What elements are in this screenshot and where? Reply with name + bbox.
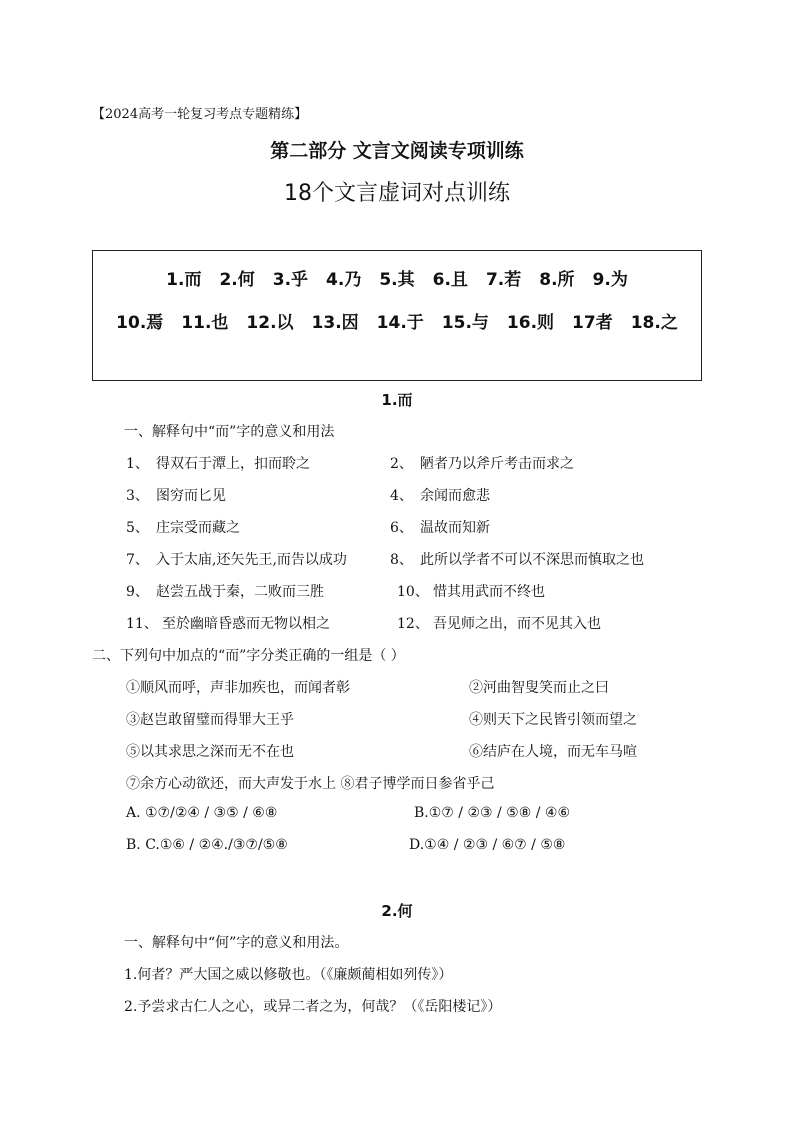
sentence: ⑤以其求思之深而无不在也 bbox=[126, 744, 294, 760]
list-item: 7、 入于太庙,还矢先王,而告以成功 bbox=[126, 552, 347, 568]
option-c: B. C.①⑥ / ②④./③⑦/⑤⑧ bbox=[126, 837, 288, 853]
sentence: ②河曲智叟笑而止之曰 bbox=[469, 680, 609, 696]
list-item: 1、 得双石于潭上，扣而聆之 bbox=[126, 456, 310, 472]
list-item: 2、 陋者乃以斧斤考击而求之 bbox=[390, 456, 574, 472]
question-heading: 二、下列句中加点的“而”字分类正确的一组是（ ） bbox=[92, 648, 405, 664]
option-d: D.①④ / ②③ / ⑥⑦ / ⑤⑧ bbox=[409, 837, 566, 853]
page-subtitle: 18个文言虚词对点训练 bbox=[284, 181, 510, 206]
list-item: 12、 吾见师之出，而不见其入也 bbox=[397, 616, 601, 632]
index-item: 1.而 bbox=[166, 270, 202, 290]
sentence: ④则天下之民皆引领而望之 bbox=[469, 712, 637, 728]
list-item: 9、 赵尝五战于秦，二败而三胜 bbox=[126, 584, 324, 600]
index-item: 8.所 bbox=[539, 270, 575, 290]
index-item: 18.之 bbox=[630, 313, 678, 333]
sentence: ①顺风而呼，声非加疾也，而闻者彰 bbox=[126, 680, 350, 696]
index-box bbox=[92, 250, 702, 381]
index-item: 11.也 bbox=[181, 313, 229, 333]
index-item: 16.则 bbox=[506, 313, 555, 333]
part-title: 第二部分 文言文阅读专项训练 bbox=[270, 140, 524, 162]
list-item: 8、 此所以学者不可以不深思而慎取之也 bbox=[390, 552, 644, 568]
list-item: 2.予尝求古仁人之心，或异二者之为，何哉？（《岳阳楼记》） bbox=[124, 999, 502, 1015]
index-row-2 bbox=[93, 308, 701, 333]
list-item: 10、 惜其用武而不终也 bbox=[397, 584, 545, 600]
index-item: 9.为 bbox=[592, 270, 628, 290]
list-item: 5、 庄宗受而藏之 bbox=[126, 520, 240, 536]
list-item: 11、 至於幽暗昏惑而无物以相之 bbox=[126, 616, 330, 632]
option-a: A. ①⑦/②④ / ③⑤ / ⑥⑧ bbox=[126, 805, 278, 821]
list-item: 6、 温故而知新 bbox=[390, 520, 490, 536]
sentence: ③赵岂敢留璧而得罪大王乎 bbox=[126, 712, 294, 728]
index-item: 17者 bbox=[572, 313, 613, 333]
index-item: 5.其 bbox=[379, 270, 415, 290]
index-item: 12.以 bbox=[246, 313, 294, 333]
index-row-1 bbox=[93, 265, 701, 290]
index-item: 6.且 bbox=[432, 270, 468, 290]
index-item: 13.因 bbox=[311, 313, 359, 333]
header-tag: 【2024高考一轮复习考点专题精练】 bbox=[92, 107, 308, 122]
index-item: 7.若 bbox=[485, 270, 522, 290]
option-b: B.①⑦ / ②③ / ⑤⑧ / ④⑥ bbox=[414, 805, 570, 821]
index-item: 2.何 bbox=[219, 270, 255, 290]
question-heading: 一、解释句中“何”字的意义和用法。 bbox=[124, 935, 349, 951]
index-item: 15.与 bbox=[441, 313, 489, 333]
question-heading: 一、解释句中“而”字的意义和用法 bbox=[124, 424, 335, 440]
sentence: ⑥结庐在人境，而无车马喧 bbox=[469, 744, 637, 760]
section-title: 1.而 bbox=[381, 391, 413, 409]
index-item: 10.焉 bbox=[116, 313, 164, 333]
index-item: 14.于 bbox=[376, 313, 424, 333]
index-item: 3.乎 bbox=[272, 270, 309, 290]
list-item: 3、 图穷而匕见 bbox=[126, 488, 226, 504]
list-item: 4、 余闻而愈悲 bbox=[390, 488, 490, 504]
section-title: 2.何 bbox=[381, 902, 413, 920]
index-item: 4.乃 bbox=[326, 270, 362, 290]
sentence: ⑦余方心动欲还，而大声发于水上 ⑧君子博学而日参省乎己 bbox=[126, 776, 495, 792]
list-item: 1.何者？严大国之威以修敬也。（《廉颇蔺相如列传》） bbox=[124, 967, 453, 983]
